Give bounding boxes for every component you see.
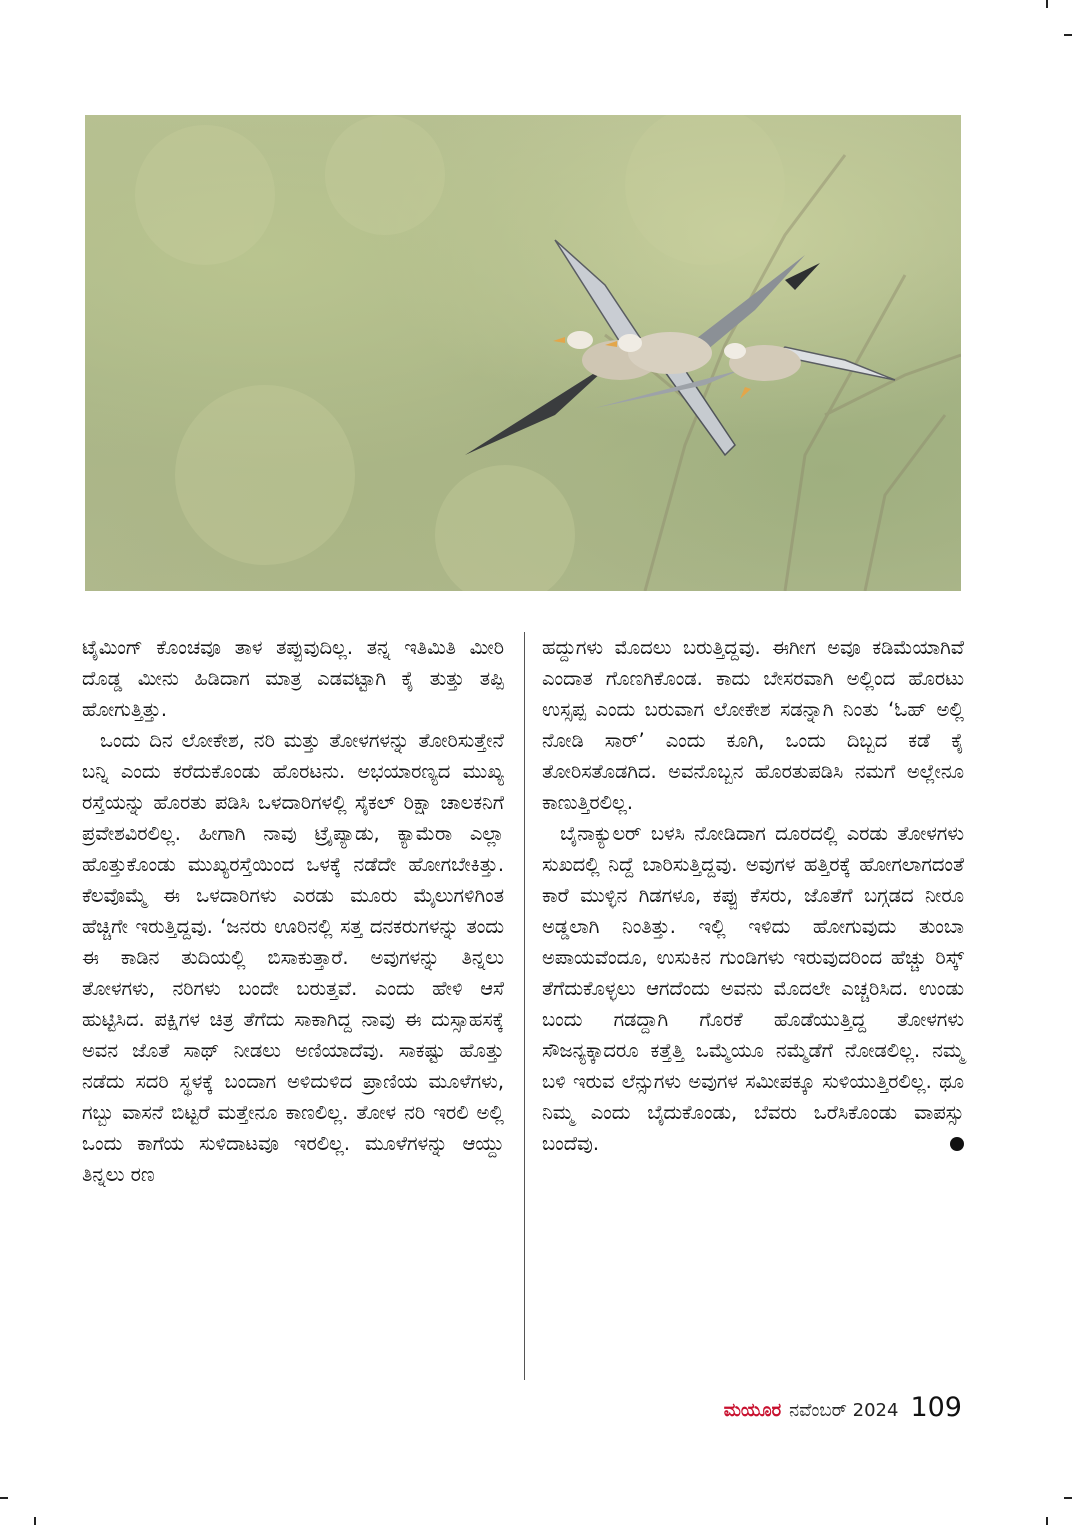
crop-mark [1064, 34, 1072, 36]
page-footer [724, 1392, 962, 1432]
paragraph: ಹದ್ದುಗಳು ಮೊದಲು ಬರುತ್ತಿದ್ದವು. ಈಗೀಗ ಅವೂ ಕಡಿಮೆಯಾಗಿವೆ ಎಂದಾತ ಗೊಣಗಿಕೊಂಡ. ಕಾದು ಬೇಸರವಾಗಿ ಅಲ್ಲಿಂದ ಹೊರಟು ಉಸ್ಸಪ್ಪ ಎಂದು ಬರುವಾಗ ಲೋಕೇಶ ಸಡನ್ನಾಗಿ ನಿಂತು ‘ಓಹ್ ಅಲ್ಲಿ ನೋಡಿ ಸಾರ್’ ಎಂದು ಕೂಗಿ, ಒಂದು ದಿಬ್ಬದ ಕಡೆ ಕೈ ತೋರಿಸತೊಡಗಿದ. ಅವನೊಬ್ಬನ ಹೊರತುಪಡಿಸಿ ನಮಗೆ ಅಲ್ಲೇನೂ ಕಾಣುತ್ತಿರಲಿಲ್ಲ. [542, 636, 964, 814]
column-divider [524, 632, 525, 1380]
crop-mark [0, 1497, 8, 1499]
paragraph [542, 818, 964, 1159]
issue-date: ನವೆಂಬರ್ 2024 [789, 1400, 899, 1421]
magazine-logo: ಮಯೂರ [723, 1400, 782, 1421]
photo-bar-headed-geese [85, 115, 961, 591]
paragraph: ಒಂದು ದಿನ ಲೋಕೇಶ, ನರಿ ಮತ್ತು ತೋಳಗಳನ್ನು ತೋರಿಸುತ್ತೇನೆ ಬನ್ನಿ ಎಂದು ಕರೆದುಕೊಂಡು ಹೊರಟನು. ಅಭಯಾರಣ್ಯದ ಮುಖ್ಯ ರಸ್ತೆಯನ್ನು ಹೊರತು ಪಡಿಸಿ ಒಳದಾರಿಗಳಲ್ಲಿ ಸೈಕಲ್ ರಿಕ್ಷಾ ಚಾಲಕನಿಗೆ ಪ್ರವೇಶವಿರಲಿಲ್ಲ. ಹೀಗಾಗಿ ನಾವು ಟ್ರೈಪ್ಯಾಡು, ಕ್ಯಾಮೆರಾ ಎಲ್ಲಾ ಹೊತ್ತುಕೊಂಡು ಮುಖ್ಯರಸ್ತೆಯಿಂದ ಒಳಕ್ಕೆ ನಡೆದೇ ಹೋಗಬೇಕಿತ್ತು. ಕೆಲವೊಮ್ಮೆ ಈ ಒಳದಾರಿಗಳು ಎರಡು ಮೂರು ಮೈಲುಗಳಿಗಿಂತ ಹೆಚ್ಚಿಗೇ ಇರುತ್ತಿದ್ದವು. ‘ಜನರು ಊರಿನಲ್ಲಿ ಸತ್ತ ದನಕರುಗಳನ್ನು ತಂದು ಈ ಕಾಡಿನ ತುದಿಯಲ್ಲಿ ಬಿಸಾಕುತ್ತಾರೆ. ಅವುಗಳನ್ನು ತಿನ್ನಲು ತೋಳಗಳು, ನರಿಗಳು ಬಂದೇ ಬರುತ್ತವೆ. ಎಂದು ಹೇಳಿ ಆಸೆ ಹುಟ್ಟಿಸಿದ. ಪಕ್ಷಿಗಳ ಚಿತ್ರ ತೆಗೆದು ಸಾಕಾಗಿದ್ದ ನಾವು ಈ ದುಸ್ಸಾಹಸಕ್ಕೆ ಅವನ ಜೊತೆ ಸಾಥ್ ನೀಡಲು ಅಣಿಯಾದೆವು. ಸಾಕಷ್ಟು ಹೊತ್ತು ನಡೆದು ಸದರಿ ಸ್ಥಳಕ್ಕೆ ಬಂದಾಗ ಅಳಿದುಳಿದ ಪ್ರಾಣಿಯ ಮೂಳೆಗಳು, ಗಬ್ಬು ವಾಸನೆ ಬಿಟ್ಟರೆ ಮತ್ತೇನೂ ಕಾಣಲಿಲ್ಲ. ತೋಳ ನರಿ ಇರಲಿ ಅಲ್ಲಿ ಒಂದು ಕಾಗೆಯ ಸುಳಿದಾಟವೂ ಇರಲಿಲ್ಲ. ಮೂಳೆಗಳನ್ನು ಆಯ್ದು ತಿನ್ನಲು ರಣ [82, 729, 504, 1186]
crop-mark [1064, 1497, 1072, 1499]
page-number: 109 [910, 1392, 962, 1423]
crop-mark [1046, 0, 1048, 8]
article-body [82, 632, 968, 1382]
paragraph-text: ಬೈನಾಕ್ಯುಲರ್ ಬಳಸಿ ನೋಡಿದಾಗ ದೂರದಲ್ಲಿ ಎರಡು ತೋಳಗಳು ಸುಖದಲ್ಲಿ ನಿದ್ದೆ ಬಾರಿಸುತ್ತಿದ್ದವು. ಅವುಗಳ ಹತ್ತಿರಕ್ಕೆ ಹೋಗಲಾಗದಂತೆ ಕಾರೆ ಮುಳ್ಳಿನ ಗಿಡಗಳೂ, ಕಪ್ಪು ಕೆಸರು, ಜೊತೆಗೆ ಬಗ್ಗಡದ ನೀರೂ ಅಡ್ಡಲಾಗಿ ನಿಂತಿತ್ತು. ಇಲ್ಲಿ ಇಳಿದು ಹೋಗುವುದು ತುಂಬಾ ಅಪಾಯವೆಂದೂ, ಉಸುಕಿನ ಗುಂಡಿಗಳು ಇರುವುದರಿಂದ ಹೆಚ್ಚು ರಿಸ್ಕ್ ತೆಗೆದುಕೊಳ್ಳಲು ಆಗದೆಂದು ಅವನು ಮೊದಲೇ ಎಚ್ಚರಿಸಿದ. ಉಂಡು ಬಂದು ಗಡದ್ದಾಗಿ ಗೊರಕೆ ಹೊಡೆಯುತ್ತಿದ್ದ ತೋಳಗಳು ಸೌಜನ್ಯಕ್ಕಾದರೂ ಕತ್ತೆತ್ತಿ ಒಮ್ಮೆಯೂ ನಮ್ಮೆಡೆಗೆ ನೋಡಲಿಲ್ಲ. ನಮ್ಮ ಬಳಿ ಇರುವ ಲೆನ್ಸುಗಳು ಅವುಗಳ ಸಮೀಪಕ್ಕೂ ಸುಳಿಯುತ್ತಿರಲಿಲ್ಲ. ಥೂ ನಿಮ್ಮ ಎಂದು ಬೈದುಕೊಂಡು, ಬೆವರು ಒರೆಸಿಕೊಂಡು ವಾಪಸ್ಸು ಬಂದೆವು. [542, 822, 964, 1155]
geese-illustration [85, 115, 961, 591]
crop-mark [1046, 1517, 1048, 1525]
paragraph: ಟೈಮಿಂಗ್ ಕೊಂಚವೂ ತಾಳ ತಪ್ಪುವುದಿಲ್ಲ. ತನ್ನ ಇತಿಮಿತಿ ಮೀರಿ ದೊಡ್ಡ ಮೀನು ಹಿಡಿದಾಗ ಮಾತ್ರ ಎಡವಟ್ಟಾಗಿ ಕೈ ತುತ್ತು ತಪ್ಪಿ ಹೋಗುತ್ತಿತ್ತು. [82, 636, 504, 721]
text-column-left [82, 632, 504, 1190]
text-column-right [542, 632, 964, 1159]
crop-mark [34, 1517, 36, 1525]
end-mark-icon [950, 1137, 964, 1151]
